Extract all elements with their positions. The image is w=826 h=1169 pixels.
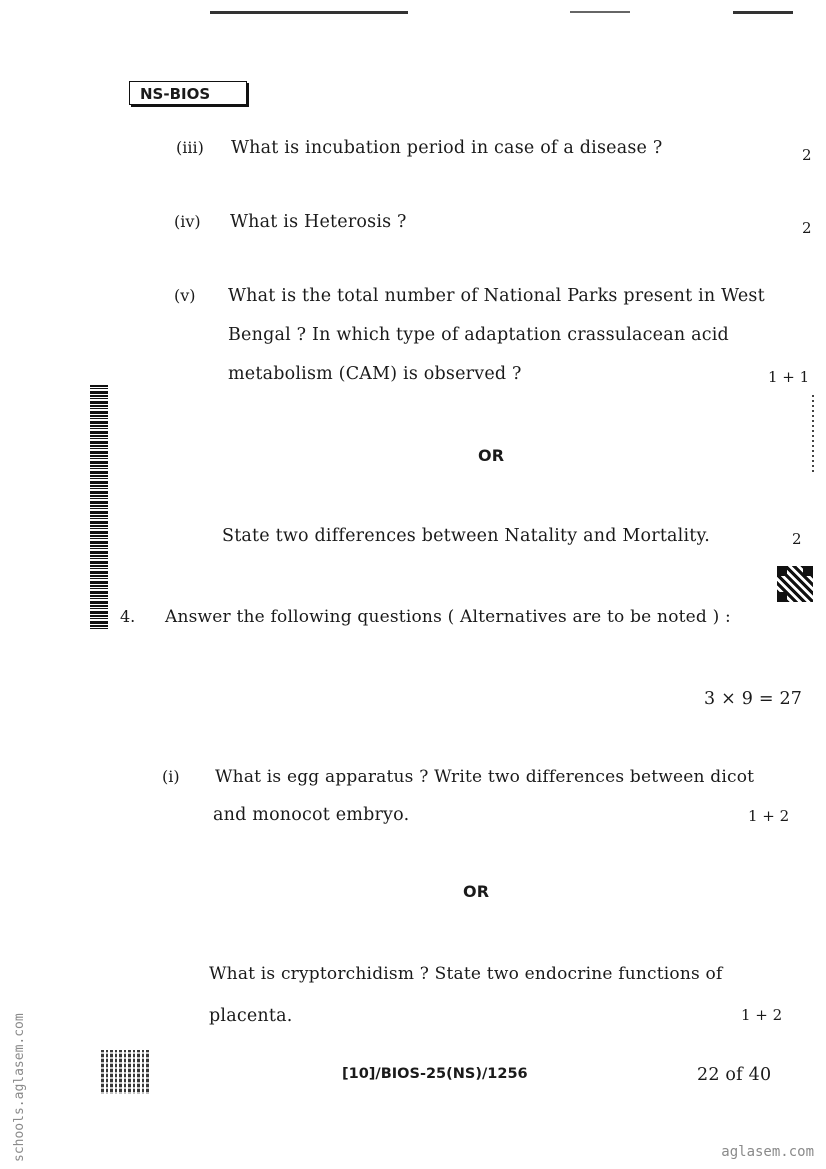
scan-artifact-top-right <box>733 11 793 14</box>
question-marks: 2 <box>802 219 812 237</box>
question-marks: 1 + 1 <box>768 368 810 386</box>
question-number: (iv) <box>174 212 201 231</box>
scan-artifact-top-left <box>210 11 408 14</box>
alternative-question-marks: 2 <box>792 530 802 548</box>
or-separator: OR <box>478 446 505 465</box>
watermark-vertical: schools.aglasem.com <box>12 1013 27 1162</box>
watermark-bottom: aglasem.com <box>721 1144 814 1160</box>
paper-code-box: NS-BIOS <box>129 81 247 105</box>
question-number: 4. <box>120 607 136 626</box>
alternative-question-text: State two differences between Natality and Mortality. <box>222 526 711 546</box>
question-number: (iii) <box>176 138 204 157</box>
footer-paper-code: [10]/BIOS-25(NS)/1256 <box>342 1066 528 1082</box>
page-number: 22 of 40 <box>697 1065 772 1085</box>
barcode <box>90 385 108 631</box>
question-marks: 1 + 2 <box>748 807 790 825</box>
question-text-line: Bengal ? In which type of adaptation crassulacean acid <box>228 325 729 345</box>
or-separator: OR <box>463 882 490 901</box>
alternative-question-text-line: What is cryptorchidism ? State two endocrine functions of <box>209 964 723 984</box>
scan-artifact-top-mid <box>570 11 630 13</box>
section-total-marks: 3 × 9 = 27 <box>704 689 803 709</box>
question-text-line: and monocot embryo. <box>213 805 410 825</box>
question-text-line: What is egg apparatus ? Write two differences between dicot <box>215 767 755 787</box>
question-text: What is incubation period in case of a disease ? <box>231 138 663 158</box>
question-marks: 2 <box>802 146 812 164</box>
question-number: (i) <box>162 767 180 786</box>
question-number: (v) <box>174 286 196 305</box>
qr-code <box>101 1050 149 1094</box>
alternative-question-text-line: placenta. <box>209 1006 293 1026</box>
question-text-line: What is the total number of National Parks present in West <box>228 286 765 306</box>
qr-code <box>777 566 813 602</box>
question-text: Answer the following questions ( Alternatives are to be noted ) : <box>165 607 731 627</box>
alternative-question-marks: 1 + 2 <box>741 1006 783 1024</box>
scan-artifact-right-edge <box>812 395 814 475</box>
question-text: What is Heterosis ? <box>230 212 407 232</box>
question-text-line: metabolism (CAM) is observed ? <box>228 364 522 384</box>
